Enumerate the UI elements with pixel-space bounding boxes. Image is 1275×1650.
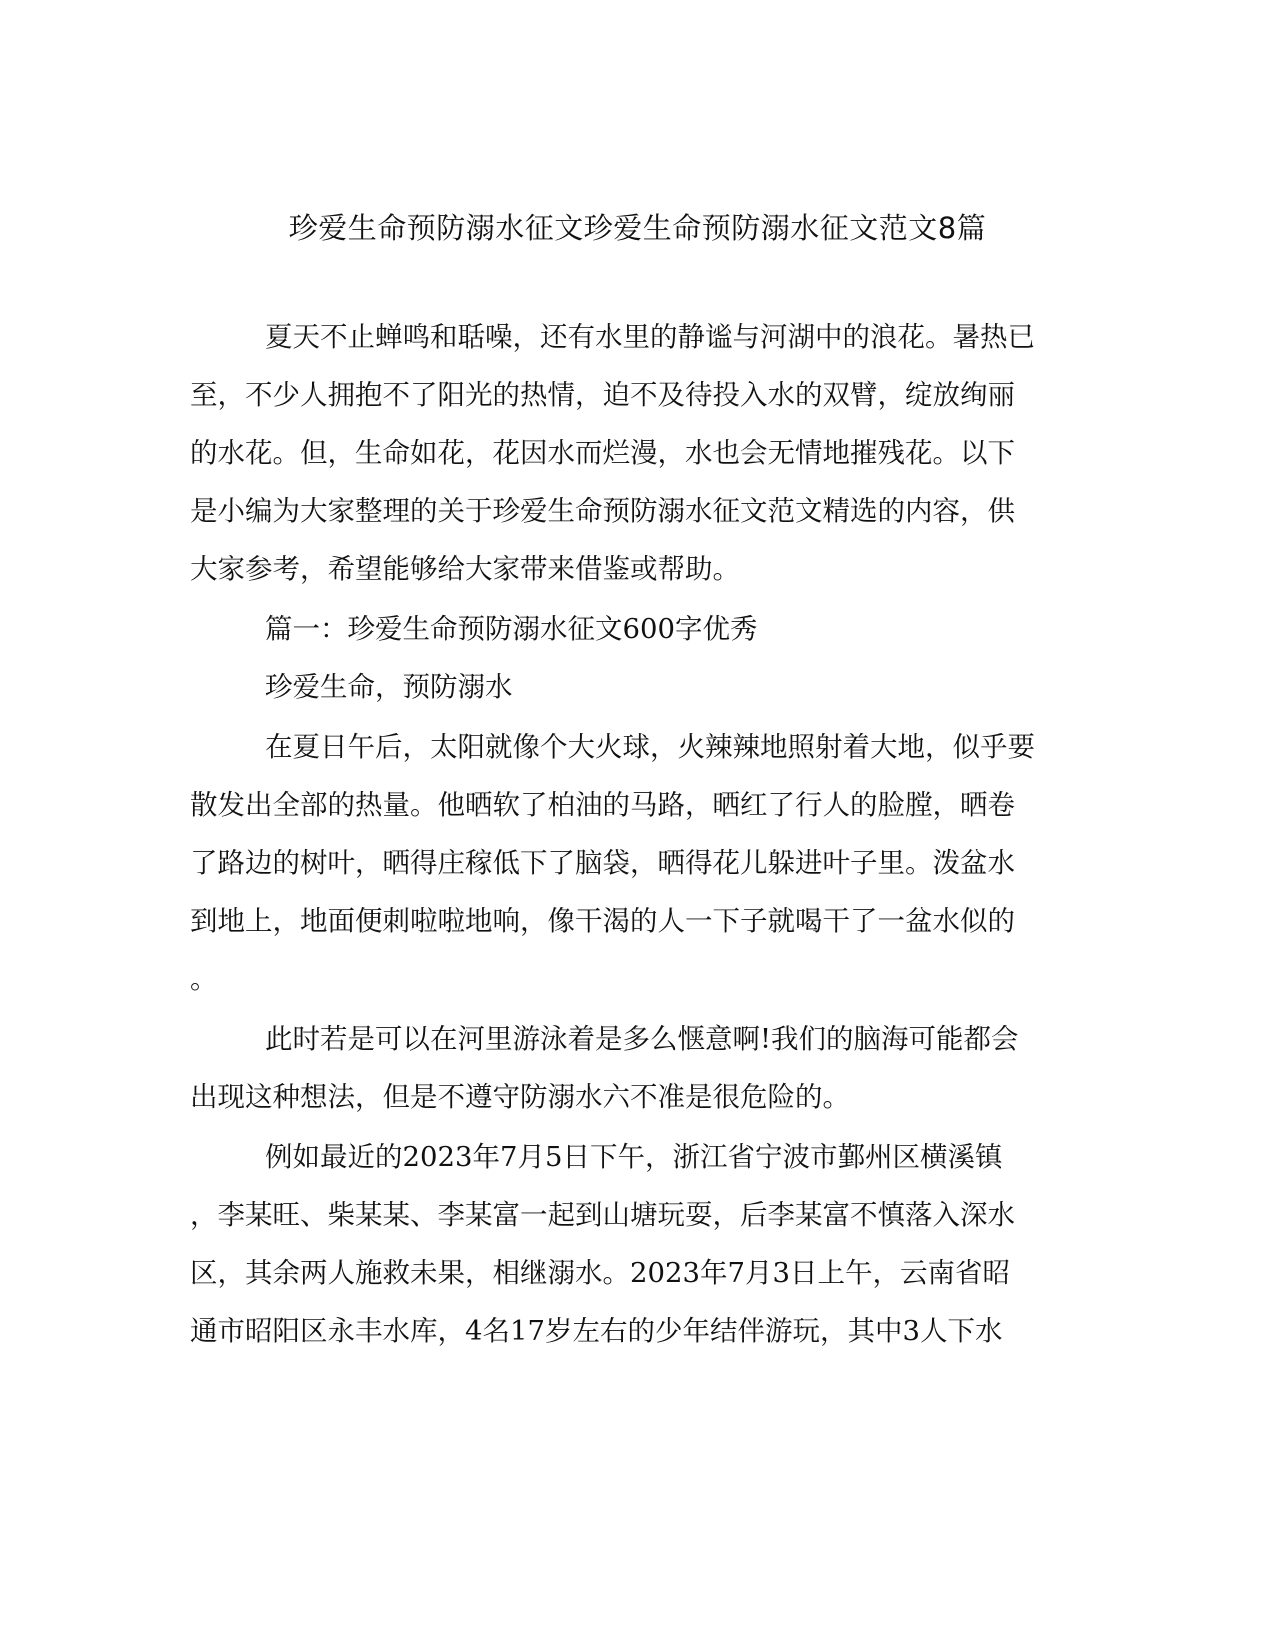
paragraph-line: 了路边的树叶，晒得庄稼低下了脑袋，晒得花儿躲进叶子里。泼盆水	[190, 847, 1015, 879]
essay-title: 珍爱生命，预防溺水	[265, 671, 513, 703]
paragraph-line: 此时若是可以在河里游泳着是多么惬意啊!我们的脑海可能都会	[265, 1023, 1019, 1055]
paragraph-line: 通市昭阳区永丰水库，4名17岁左右的少年结伴游玩，其中3人下水	[190, 1315, 1003, 1347]
paragraph-line: 散发出全部的热量。他晒软了柏油的马路，晒红了行人的脸膛，晒卷	[190, 789, 1015, 821]
paragraph-line: 大家参考，希望能够给大家带来借鉴或帮助。	[190, 553, 740, 585]
paragraph-line: 的水花。但，生命如花，花因水而烂漫，水也会无情地摧残花。以下	[190, 437, 1015, 469]
section-heading: 篇一：珍爱生命预防溺水征文600字优秀	[265, 613, 758, 645]
paragraph-line: 是小编为大家整理的关于珍爱生命预防溺水征文范文精选的内容，供	[190, 495, 1015, 527]
paragraph-line: ，李某旺、柴某某、李某富一起到山塘玩耍，后李某富不慎落入深水	[190, 1199, 1015, 1231]
paragraph-line: 夏天不止蝉鸣和聒噪，还有水里的静谧与河湖中的浪花。暑热已	[265, 321, 1035, 353]
paragraph-line: 在夏日午后，太阳就像个大火球，火辣辣地照射着大地，似乎要	[265, 731, 1035, 763]
paragraph-line: 区，其余两人施救未果，相继溺水。2023年7月3日上午，云南省昭	[190, 1257, 1010, 1289]
paragraph-line: 。	[190, 963, 218, 995]
paragraph-line: 至，不少人拥抱不了阳光的热情，迫不及待投入水的双臂，绽放绚丽	[190, 379, 1015, 411]
paragraph-line: 出现这种想法，但是不遵守防溺水六不准是很危险的。	[190, 1081, 850, 1113]
paragraph-line: 例如最近的2023年7月5日下午，浙江省宁波市鄞州区横溪镇	[265, 1141, 1003, 1173]
paragraph-line: 到地上，地面便刺啦啦地响，像干渴的人一下子就喝干了一盆水似的	[190, 905, 1015, 937]
document-title: 珍爱生命预防溺水征文珍爱生命预防溺水征文范文8篇	[288, 211, 987, 245]
